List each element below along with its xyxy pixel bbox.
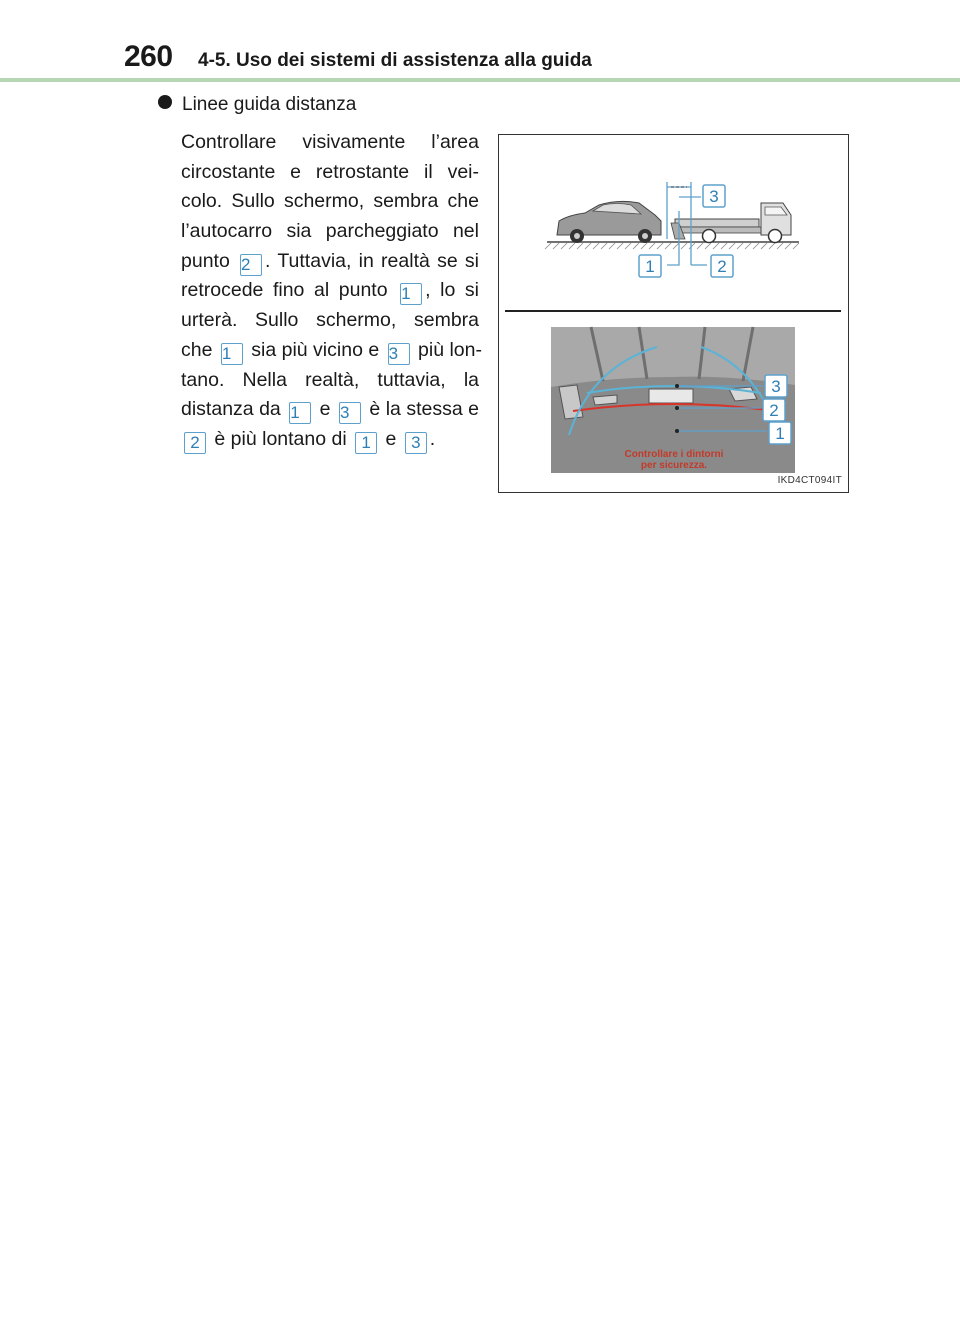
paragraph-text: circostante e retrostante il vei-	[181, 160, 479, 183]
paragraph-text: distanza da	[181, 398, 287, 421]
reference-number-badge: 2	[184, 432, 206, 454]
paragraph-text: , lo si	[425, 279, 480, 302]
body-paragraph	[181, 128, 482, 455]
paragraph-text: è più lontano di	[209, 427, 353, 450]
screen-message-line2: per sicurezza.	[640, 460, 708, 471]
reference-number-badge: 2	[240, 254, 262, 276]
paragraph-text: urterà. Sullo schermo, sembra	[181, 309, 479, 332]
top-label-1: 1	[645, 257, 655, 276]
paragraph-text: retrocede fino al punto	[181, 279, 398, 302]
paragraph-text: è la stessa e	[363, 398, 479, 421]
paragraph-text: e	[380, 427, 402, 450]
paragraph-text: punto	[181, 249, 238, 272]
paragraph-line	[181, 276, 479, 306]
reference-number-badge: 3	[405, 432, 427, 454]
paragraph-line	[181, 217, 479, 247]
page-header	[0, 0, 960, 80]
paragraph-line	[181, 425, 479, 455]
top-label-2: 2	[717, 257, 727, 276]
reference-number-badge: 1	[221, 343, 243, 365]
screen-label-2: 2	[769, 401, 779, 420]
reference-number-badge: 1	[289, 402, 311, 424]
section-title: 4-5. Uso dei sistemi di assistenza alla guida	[198, 50, 592, 71]
paragraph-text: e	[314, 398, 336, 421]
figure-illustration	[499, 135, 850, 494]
paragraph-line	[181, 247, 479, 277]
bullet-title: Linee guida distanza	[182, 94, 357, 115]
reference-number-badge: 3	[339, 402, 361, 424]
paragraph-line	[181, 187, 479, 217]
page-number: 260	[124, 40, 173, 73]
paragraph-text: che	[181, 338, 218, 361]
paragraph-line	[181, 336, 482, 366]
paragraph-text: l’autocarro sia parcheggiato nel	[181, 220, 479, 243]
distance-guide-figure	[498, 134, 849, 493]
paragraph-text: più lon-	[412, 338, 482, 361]
paragraph-text: . Tuttavia, in realtà se si	[265, 249, 479, 272]
top-label-3: 3	[709, 187, 719, 206]
screen-label-1: 1	[775, 424, 785, 443]
paragraph-line	[181, 366, 479, 396]
reference-number-badge: 1	[400, 283, 422, 305]
paragraph-line	[181, 395, 479, 425]
paragraph-text: .	[429, 427, 436, 450]
paragraph-text: sia più vicino e	[245, 338, 385, 361]
paragraph-line	[181, 158, 479, 188]
reference-number-badge: 1	[355, 432, 377, 454]
reference-number-badge: 3	[388, 343, 410, 365]
bullet-dot-icon	[158, 95, 172, 109]
header-rule	[0, 78, 960, 82]
paragraph-text: Controllare visivamente l’area	[181, 131, 479, 153]
paragraph-line	[181, 128, 479, 158]
figure-code: IKD4CT094IT	[777, 475, 842, 486]
screen-label-3: 3	[771, 377, 781, 396]
paragraph-text: colo. Sullo schermo, sembra che	[181, 190, 479, 213]
bullet-heading	[158, 94, 356, 116]
screen-message-line1: Controllare i dintorni	[624, 449, 724, 460]
paragraph-line	[181, 306, 479, 336]
paragraph-text: tano. Nella realtà, tuttavia, la	[181, 368, 479, 391]
